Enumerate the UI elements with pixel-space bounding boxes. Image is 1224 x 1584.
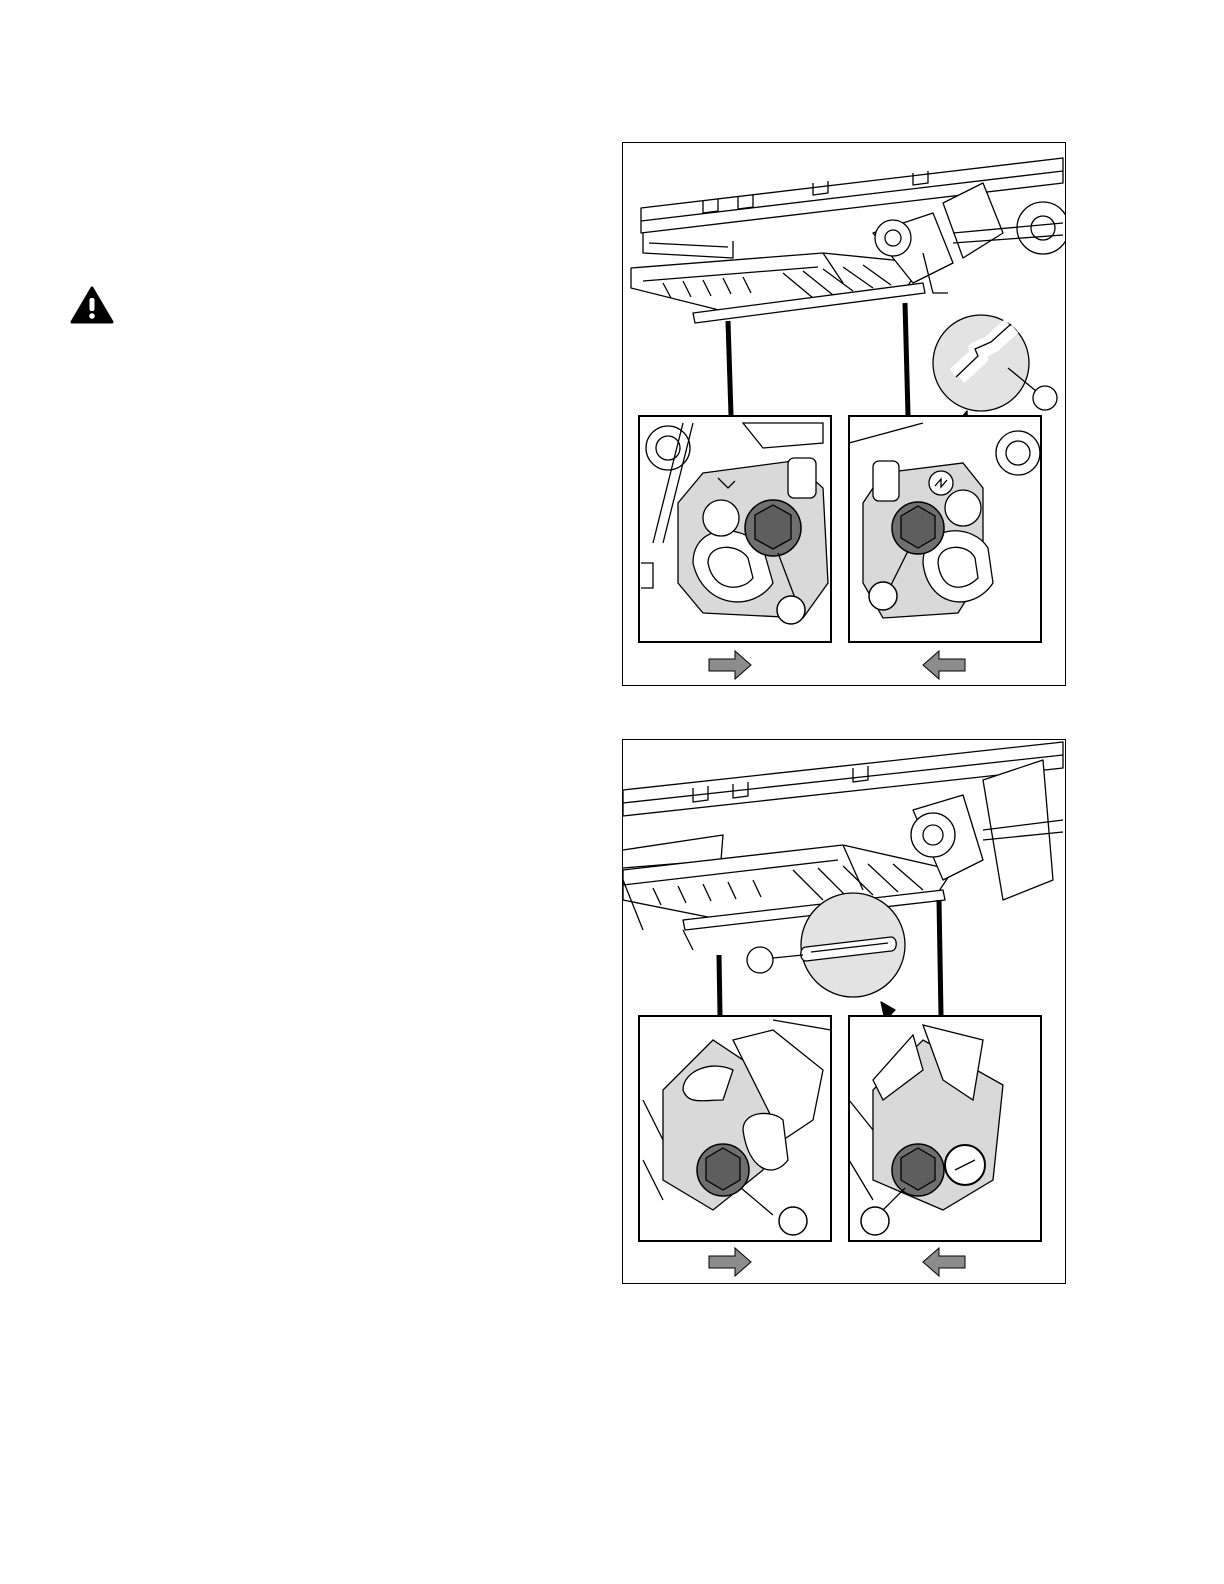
- inset-right: [849, 1016, 1041, 1241]
- figure-top: [622, 142, 1066, 686]
- inset-left: [639, 416, 831, 642]
- figure-bottom-illustration: [623, 740, 1066, 1284]
- arrow-left-icon: [923, 651, 965, 679]
- figure-top-illustration: [623, 143, 1066, 686]
- arrow-left-icon: [923, 1248, 965, 1276]
- arrow-right-icon: [709, 651, 751, 679]
- figure-bottom: [622, 739, 1066, 1284]
- arrow-right-icon: [709, 1248, 751, 1276]
- inset-right: [849, 416, 1041, 642]
- inset-left: [639, 1016, 831, 1241]
- warning-triangle-icon: [70, 286, 114, 324]
